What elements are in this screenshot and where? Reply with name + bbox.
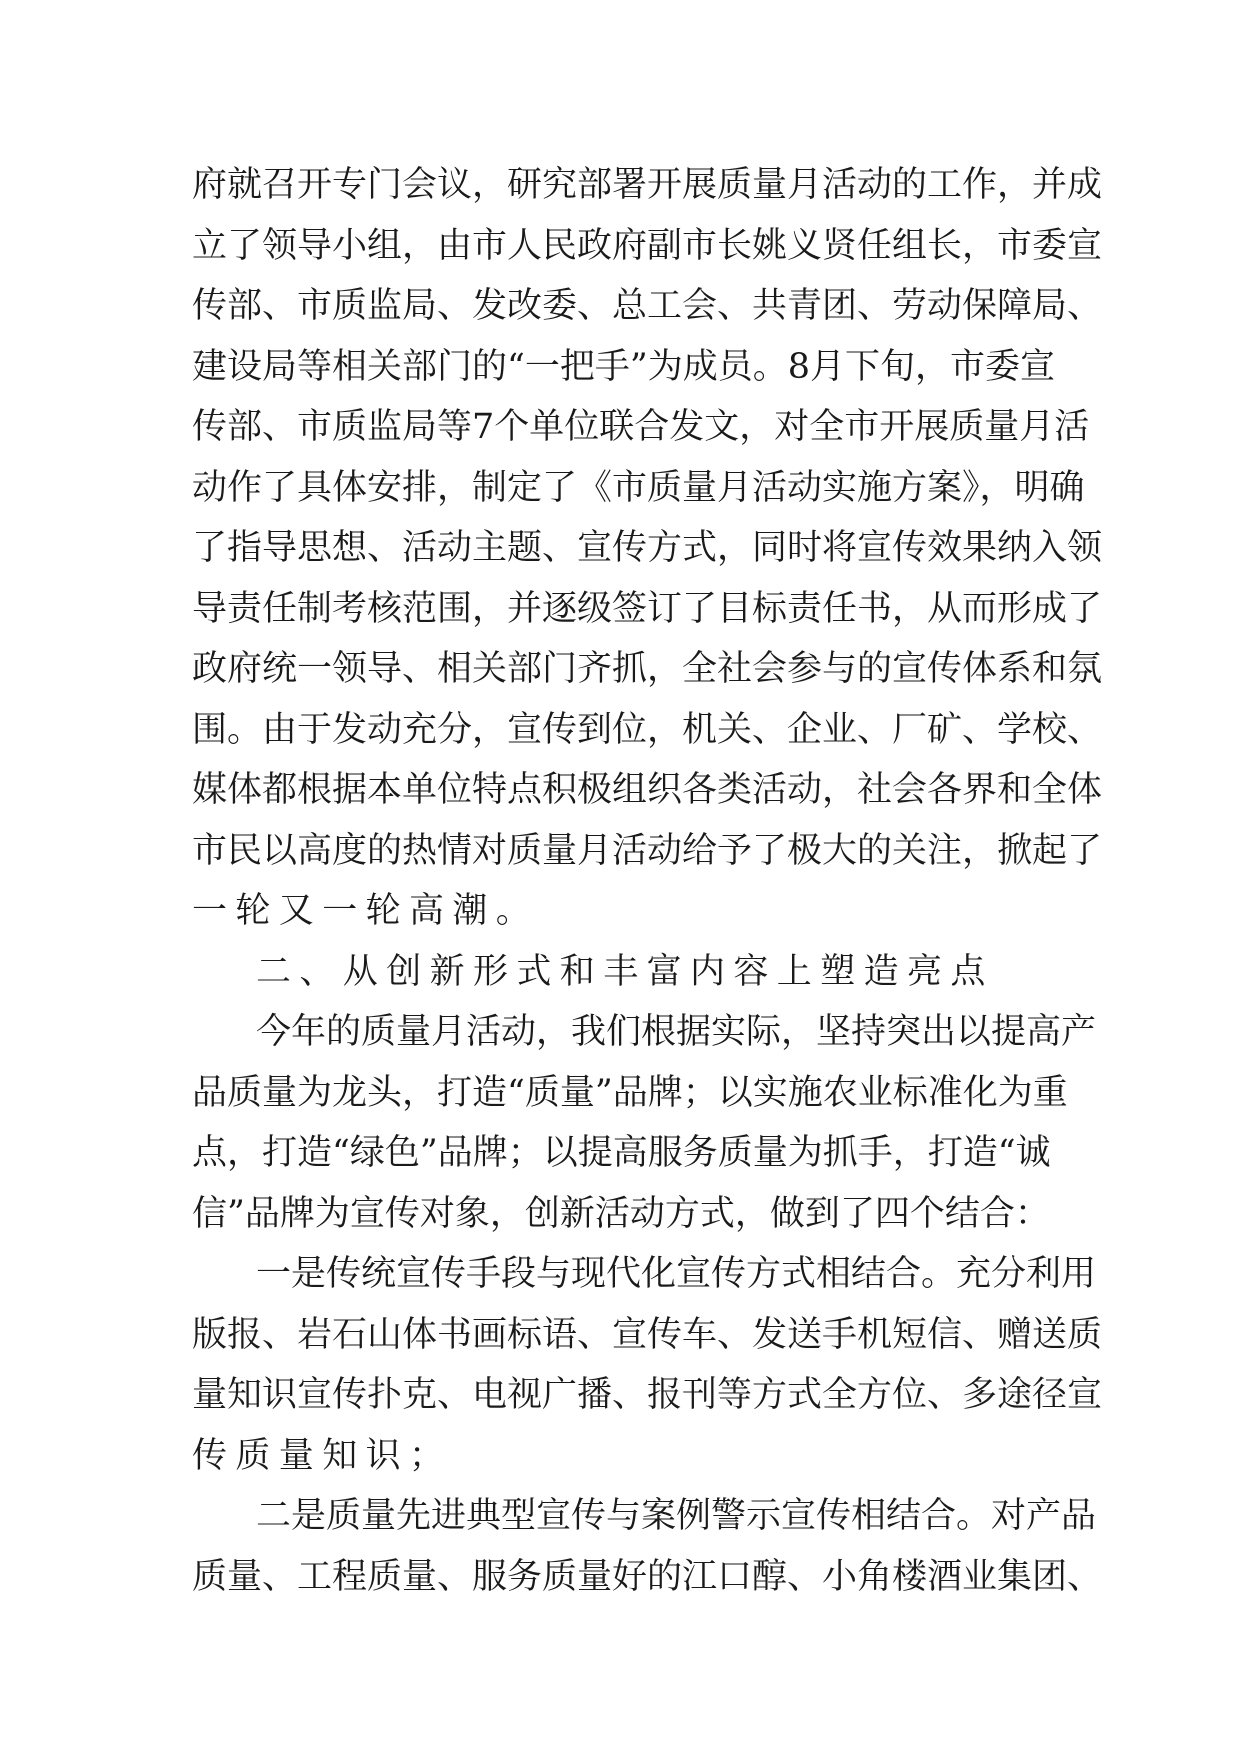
text-line: 品质量为龙头，打造“质量”品牌；以实施农业标准化为重 <box>192 1072 1068 1113</box>
text-line: 质量、工程质量、服务质量好的江口醇、小角楼酒业集团、 <box>192 1556 1103 1597</box>
text-line: 传部、市质监局、发改委、总工会、共青团、劳动保障局、 <box>192 286 1103 326</box>
text-line: 传质量知识； <box>192 1435 453 1476</box>
text-line: 二、从创新形式和丰富内容上塑造亮点 <box>256 951 994 992</box>
text-line: 府就召开专门会议，研究部署开展质量月活动的工作，并成 <box>192 165 1103 205</box>
text-line: 今年的质量月活动，我们根据实际，坚持突出以提高产 <box>256 1012 1097 1052</box>
text-line: 市民以高度的热情对质量月活动给予了极大的关注，掀起了 <box>192 830 1103 871</box>
text-line: 传部、市质监局等7个单位联合发文，对全市开展质量月活 <box>192 407 1090 447</box>
text-line: 了指导思想、活动主题、宣传方式，同时将宣传效果纳入领 <box>192 528 1103 568</box>
text-line: 立了领导小组，由市人民政府副市长姚义贤任组长，市委宣 <box>192 225 1103 266</box>
text-line: 媒体都根据本单位特点积极组织各类活动，社会各界和全体 <box>192 770 1103 810</box>
text-line: 版报、岩石山体书画标语、宣传车、发送手机短信、赠送质 <box>192 1314 1103 1355</box>
text-line: 围。由于发动充分，宣传到位，机关、企业、厂矿、学校、 <box>192 709 1103 750</box>
body-text <box>192 155 1103 1607</box>
text-line: 量知识宣传扑克、电视广播、报刊等方式全方位、多途径宣 <box>192 1375 1103 1415</box>
text-line: 点，打造“绿色”品牌；以提高服务质量为抓手，打造“诚 <box>192 1133 1051 1173</box>
text-line: 一轮又一轮高潮。 <box>192 891 540 931</box>
text-line: 政府统一领导、相关部门齐抓，全社会参与的宣传体系和氛 <box>192 649 1103 689</box>
text-line: 二是质量先进典型宣传与案例警示宣传相结合。对产品 <box>256 1496 1097 1536</box>
text-line: 动作了具体安排，制定了《市质量月活动实施方案》，明确 <box>192 467 1085 508</box>
text-line: 信”品牌为宣传对象，创新活动方式，做到了四个结合： <box>192 1193 1050 1234</box>
text-line: 一是传统宣传手段与现代化宣传方式相结合。充分利用 <box>256 1254 1097 1294</box>
text-line: 建设局等相关部门的“一把手”为成员。8月下旬，市委宣 <box>192 346 1056 387</box>
text-line: 导责任制考核范围，并逐级签订了目标责任书，从而形成了 <box>192 588 1103 629</box>
